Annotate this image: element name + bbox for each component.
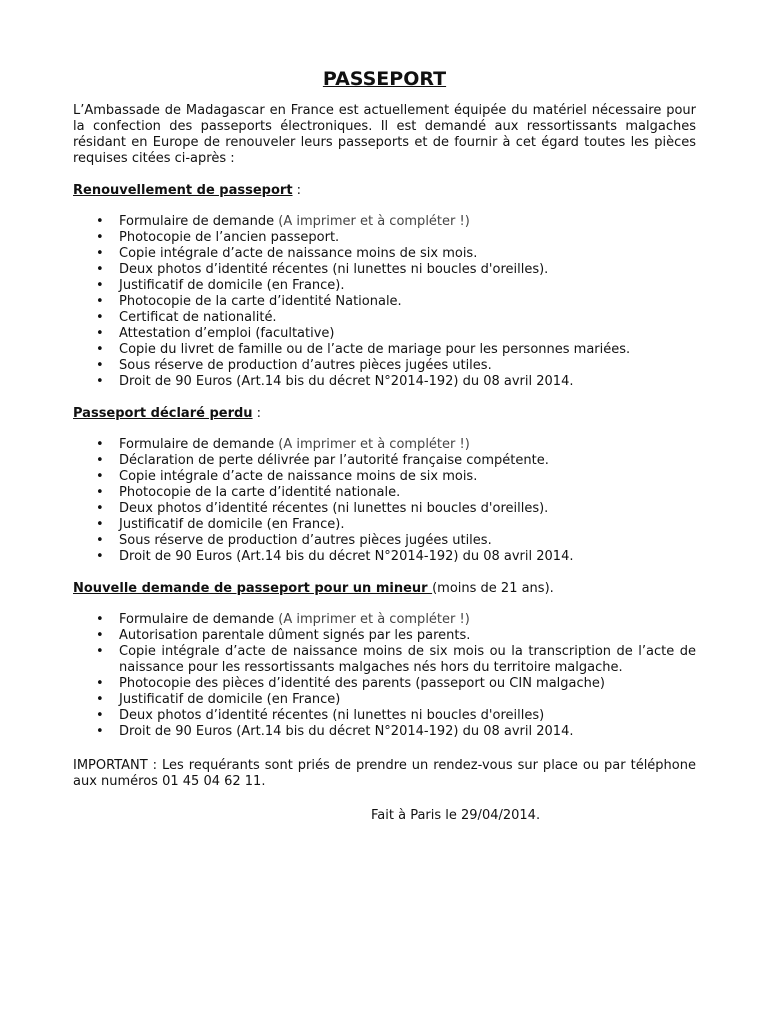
list-item bbox=[73, 246, 696, 262]
list-item bbox=[73, 453, 696, 469]
bullet-icon: • bbox=[96, 549, 104, 564]
section-heading-title: Passeport déclaré perdu bbox=[73, 406, 253, 421]
list-item-text: Autorisation parentale dûment signés par les parents. bbox=[119, 628, 471, 643]
bullet-icon: • bbox=[96, 310, 104, 325]
list-item bbox=[73, 485, 696, 501]
list-item bbox=[73, 326, 696, 342]
bullet-icon: • bbox=[96, 294, 104, 309]
list-item-text: Attestation d’emploi (facultative) bbox=[119, 326, 335, 341]
list-item bbox=[73, 612, 696, 628]
bullet-icon: • bbox=[96, 485, 104, 500]
list-item-text: Copie intégrale d’acte de naissance moins de six mois ou la transcription de l’acte de naissance pour les ressortissants malgaches nés hors du territoire malgache. bbox=[119, 644, 696, 675]
list-item bbox=[73, 278, 696, 294]
list-item-text: Droit de 90 Euros (Art.14 bis du décret N°2014-192) du 08 avril 2014. bbox=[119, 549, 574, 564]
signature-line: Fait à Paris le 29/04/2014. bbox=[371, 808, 541, 823]
bullet-icon: • bbox=[96, 644, 104, 659]
list-item bbox=[73, 262, 696, 278]
list-item bbox=[73, 214, 696, 230]
list-item-text: Sous réserve de production d’autres pièces jugées utiles. bbox=[119, 358, 492, 373]
list-item bbox=[73, 549, 696, 565]
list-item bbox=[73, 358, 696, 374]
requirements-list bbox=[73, 612, 696, 740]
list-item-text: Formulaire de demande bbox=[119, 612, 279, 627]
list-item bbox=[73, 692, 696, 708]
list-item bbox=[73, 676, 696, 692]
bullet-icon: • bbox=[96, 724, 104, 739]
list-item-text: Formulaire de demande bbox=[119, 437, 279, 452]
list-item-text: Copie du livret de famille ou de l’acte de mariage pour les personnes mariées. bbox=[119, 342, 631, 357]
list-item-text: Deux photos d’identité récentes (ni lunettes ni boucles d'oreilles). bbox=[119, 262, 549, 277]
section-heading-suffix: : bbox=[252, 406, 262, 421]
list-item-text: Justificatif de domicile (en France) bbox=[119, 692, 341, 707]
list-item bbox=[73, 644, 696, 676]
list-item bbox=[73, 310, 696, 326]
section-heading-suffix: : bbox=[292, 183, 302, 198]
list-item-text: Photocopie de l’ancien passeport. bbox=[119, 230, 340, 245]
section-heading bbox=[73, 406, 696, 422]
list-item-note: (A imprimer et à compléter !) bbox=[278, 214, 470, 229]
list-item bbox=[73, 533, 696, 549]
bullet-icon: • bbox=[96, 262, 104, 277]
list-item-text: Copie intégrale d’acte de naissance moins de six mois. bbox=[119, 246, 478, 261]
list-item-note: (A imprimer et à compléter !) bbox=[278, 437, 470, 452]
list-item-text: Justificatif de domicile (en France). bbox=[119, 517, 345, 532]
section-heading-suffix: (moins de 21 ans). bbox=[432, 581, 554, 596]
bullet-icon: • bbox=[96, 453, 104, 468]
list-item bbox=[73, 342, 696, 358]
list-item-text: Sous réserve de production d’autres pièces jugées utiles. bbox=[119, 533, 492, 548]
list-item-text: Certificat de nationalité. bbox=[119, 310, 277, 325]
bullet-icon: • bbox=[96, 612, 104, 627]
bullet-icon: • bbox=[96, 437, 104, 452]
bullet-icon: • bbox=[96, 628, 104, 643]
list-item-text: Photocopie de la carte d’identité Nationale. bbox=[119, 294, 402, 309]
list-item bbox=[73, 724, 696, 740]
list-item bbox=[73, 517, 696, 533]
list-item-text: Justificatif de domicile (en France). bbox=[119, 278, 345, 293]
list-item-text: Photocopie de la carte d’identité nationale. bbox=[119, 485, 401, 500]
list-item bbox=[73, 437, 696, 453]
list-item-text: Deux photos d’identité récentes (ni lunettes ni boucles d'oreilles) bbox=[119, 708, 545, 723]
list-item-text: Copie intégrale d’acte de naissance moins de six mois. bbox=[119, 469, 478, 484]
bullet-icon: • bbox=[96, 214, 104, 229]
list-item-text: Droit de 90 Euros (Art.14 bis du décret N°2014-192) du 08 avril 2014. bbox=[119, 374, 574, 389]
requirements-list bbox=[73, 437, 696, 565]
bullet-icon: • bbox=[96, 246, 104, 261]
list-item-text: Deux photos d’identité récentes (ni lunettes ni boucles d'oreilles). bbox=[119, 501, 549, 516]
bullet-icon: • bbox=[96, 533, 104, 548]
section-heading-title: Renouvellement de passeport bbox=[73, 183, 293, 198]
list-item-text: Droit de 90 Euros (Art.14 bis du décret N°2014-192) du 08 avril 2014. bbox=[119, 724, 574, 739]
section-heading bbox=[73, 183, 696, 199]
bullet-icon: • bbox=[96, 278, 104, 293]
bullet-icon: • bbox=[96, 517, 104, 532]
section-heading-title: Nouvelle demande de passeport pour un mineur bbox=[73, 581, 433, 596]
document-title: PASSEPORT bbox=[322, 68, 447, 90]
bullet-icon: • bbox=[96, 692, 104, 707]
section-heading bbox=[73, 581, 696, 597]
list-item-text: Photocopie des pièces d’identité des parents (passeport ou CIN malgache) bbox=[119, 676, 605, 691]
important-notice: IMPORTANT : Les requérants sont priés de prendre un rendez-vous sur place ou par téléphone aux numéros 01 45 04 62 11. bbox=[73, 758, 696, 789]
requirements-list bbox=[73, 214, 696, 390]
bullet-icon: • bbox=[96, 374, 104, 389]
list-item bbox=[73, 469, 696, 485]
bullet-icon: • bbox=[96, 469, 104, 484]
document-page bbox=[73, 66, 696, 824]
list-item-text: Formulaire de demande bbox=[119, 214, 279, 229]
list-item-note: (A imprimer et à compléter !) bbox=[278, 612, 470, 627]
bullet-icon: • bbox=[96, 708, 104, 723]
requirements-sections bbox=[73, 183, 696, 740]
intro-paragraph: L’Ambassade de Madagascar en France est actuellement équipée du matériel nécessaire pour la confection des passeports électroniques. Il est demandé aux ressortissants malgaches résidant en Europe de renouveler leurs passeports et de fournir à cet égard toutes les pièces requises citées ci-après : bbox=[73, 103, 696, 166]
list-item bbox=[73, 708, 696, 724]
list-item bbox=[73, 628, 696, 644]
list-item bbox=[73, 501, 696, 517]
bullet-icon: • bbox=[96, 358, 104, 373]
bullet-icon: • bbox=[96, 326, 104, 341]
list-item bbox=[73, 230, 696, 246]
list-item bbox=[73, 374, 696, 390]
list-item bbox=[73, 294, 696, 310]
bullet-icon: • bbox=[96, 230, 104, 245]
bullet-icon: • bbox=[96, 501, 104, 516]
bullet-icon: • bbox=[96, 676, 104, 691]
bullet-icon: • bbox=[96, 342, 104, 357]
list-item-text: Déclaration de perte délivrée par l’autorité française compétente. bbox=[119, 453, 549, 468]
